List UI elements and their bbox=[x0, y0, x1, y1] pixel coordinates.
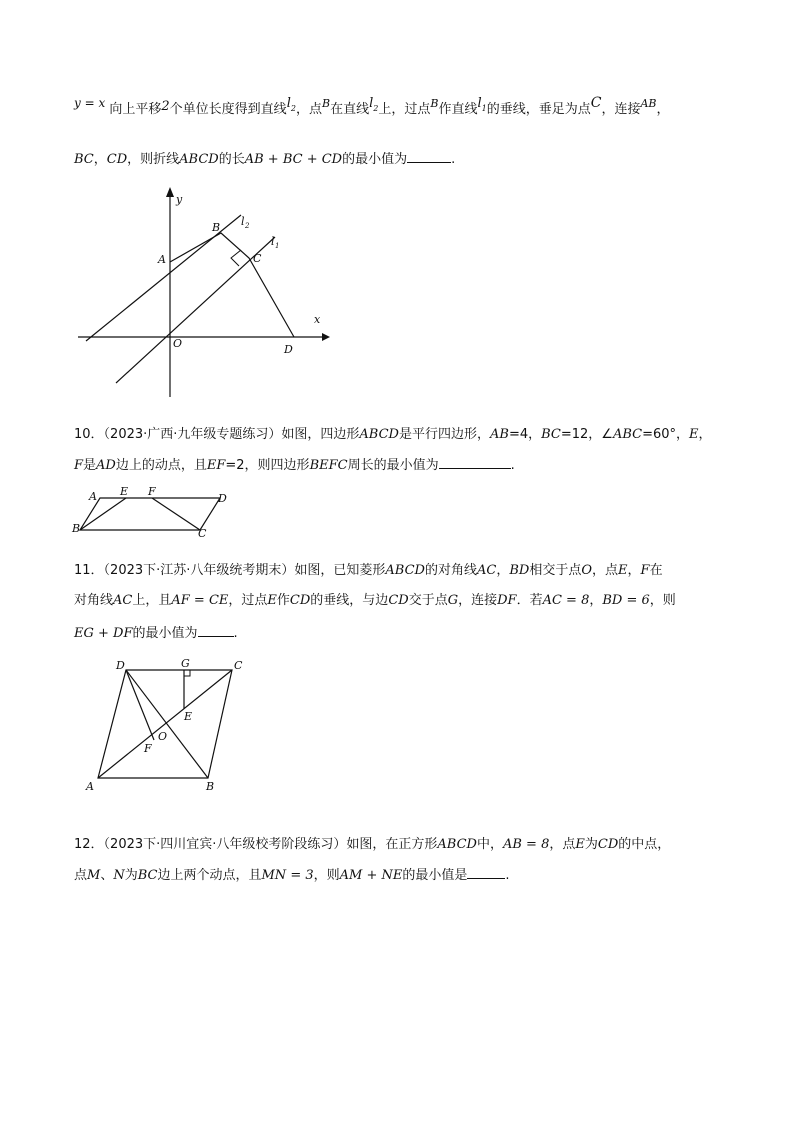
label-C: C bbox=[253, 252, 262, 265]
answer-blank bbox=[439, 456, 511, 469]
y-axis-label: y bbox=[176, 193, 183, 206]
q10-figure bbox=[72, 484, 242, 544]
label-A: A bbox=[89, 490, 97, 503]
q11-line-2: 对角线AC上，且AF = CE，过点E作CD的垂线，与边CD交于点G，连接DF．若AC = 8，BD = 6，则 bbox=[74, 593, 676, 608]
label-F: F bbox=[144, 742, 152, 755]
label-F: F bbox=[148, 485, 156, 498]
q10-line-1: 10．（2023·广西·九年级专题练习）如图，四边形ABCD是平行四边形，AB=4，BC=12，∠ABC=60°，E， bbox=[74, 427, 712, 442]
svg-text:2: 2 bbox=[245, 222, 250, 230]
answer-blank bbox=[198, 624, 234, 637]
q11-figure bbox=[80, 656, 260, 796]
label-A: A bbox=[86, 780, 94, 793]
svg-text:1: 1 bbox=[275, 242, 280, 250]
svg-text:l: l bbox=[271, 235, 275, 248]
label-C: C bbox=[198, 527, 207, 540]
q9-eq-yx: y = x bbox=[74, 96, 106, 110]
label-D: D bbox=[284, 343, 293, 356]
x-axis-arrow-icon bbox=[322, 333, 330, 341]
q10-line-2: F是AD边上的动点，且EF=2，则四边形BEFC周长的最小值为 . bbox=[74, 458, 515, 473]
answer-blank bbox=[407, 150, 451, 163]
label-E: E bbox=[184, 710, 193, 723]
right-angle-mark bbox=[184, 670, 190, 676]
q9-figure bbox=[78, 185, 338, 405]
q9-line-2: BC，CD，则折线ABCD的长AB + BC + CD的最小值为 . bbox=[74, 152, 456, 167]
y-axis-arrow-icon bbox=[166, 187, 174, 197]
label-A: A bbox=[158, 253, 166, 266]
segment-df bbox=[126, 670, 154, 740]
x-axis-label: x bbox=[314, 313, 321, 326]
q12-line-2: 点M、N为BC边上两个动点，且MN = 3，则AM + NE的最小值是 . bbox=[74, 868, 510, 883]
q11-line-3: EG + DF的最小值为 . bbox=[74, 626, 238, 641]
label-O: O bbox=[158, 730, 168, 743]
label-O: O bbox=[173, 337, 183, 350]
diagonal-bd bbox=[126, 670, 208, 778]
label-D: D bbox=[218, 492, 227, 505]
line-l1 bbox=[116, 237, 275, 383]
right-angle-mark bbox=[231, 250, 241, 266]
q9-line-1: y = x 向上平移2个单位长度得到直线$l_2$，点$^B$在直线$l_2$上，过点$^B$作直线$l_1$的垂线，垂足为点C，连接$^{AB}$， bbox=[74, 95, 670, 117]
label-D: D bbox=[116, 659, 125, 672]
parallelogram-abcd bbox=[80, 498, 220, 530]
q11-line-1: 11．（2023下·江苏·八年级统考期末）如图，已知菱形ABCD的对角线AC，BD相交于点O，点E，F在 bbox=[74, 563, 663, 578]
label-C: C bbox=[234, 659, 243, 672]
label-G: G bbox=[181, 657, 190, 670]
svg-text:l: l bbox=[241, 215, 245, 228]
q12-line-1: 12．（2023下·四川宜宾·八年级校考阶段练习）如图，在正方形ABCD中，AB = 8，点E为CD的中点， bbox=[74, 837, 671, 852]
label-B: B bbox=[72, 522, 81, 535]
label-E: E bbox=[120, 485, 129, 498]
answer-blank bbox=[467, 866, 505, 879]
label-B: B bbox=[212, 221, 221, 234]
label-B: B bbox=[206, 780, 215, 793]
